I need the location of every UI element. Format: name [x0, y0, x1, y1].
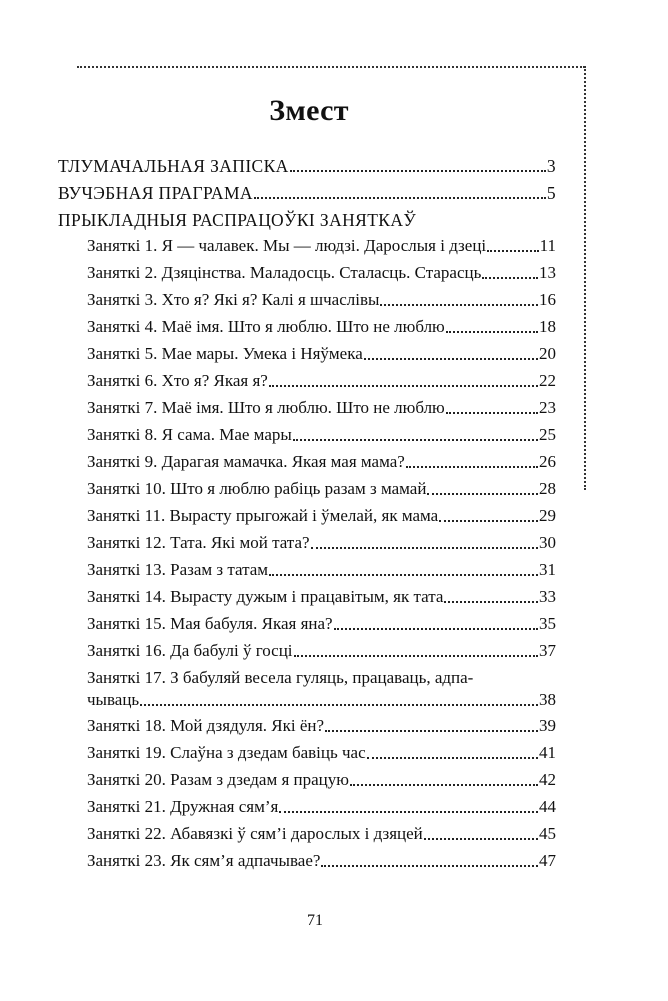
toc-entry-page: 31 [539, 560, 556, 579]
toc-entry [87, 824, 556, 844]
toc-entry-title: Заняткі 13. Разам з татам [87, 560, 269, 579]
toc-entry-page: 3 [546, 156, 556, 176]
dot-leader [325, 730, 538, 732]
toc-entry [87, 263, 556, 283]
page-number: 71 [307, 912, 323, 929]
toc-entry [87, 371, 556, 391]
toc-entry-page: 26 [539, 452, 556, 471]
toc-entry-title: Заняткі 6. Хто я? Якая я? [87, 371, 268, 390]
dot-leader [269, 385, 538, 387]
dot-leader [321, 865, 538, 867]
toc-entry-title: Заняткі 11. Вырасту прыгожай і ўмелай, як мама [87, 506, 439, 525]
toc-entry-continuation [87, 690, 556, 710]
dot-leader [279, 811, 538, 813]
toc-entry [87, 236, 556, 256]
toc-entry [87, 770, 556, 790]
toc-entry-page: 23 [539, 398, 556, 417]
toc-entry [87, 614, 556, 634]
toc-entry-page: 25 [539, 425, 556, 444]
toc-entry-title: Заняткі 20. Разам з дзедам я працую [87, 770, 349, 789]
dot-leader [482, 277, 538, 279]
toc-entry-title: ВУЧЭБНАЯ ПРАГРАМА [58, 183, 253, 203]
toc-entry-title: ТЛУМАЧАЛЬНАЯ ЗАПІСКА [58, 156, 289, 176]
toc-entry-page: 11 [539, 236, 556, 255]
dot-leader [367, 757, 538, 759]
toc-entry [87, 851, 556, 871]
dot-leader [487, 250, 538, 252]
toc-entry-page: 20 [539, 344, 556, 363]
toc-entry [87, 716, 556, 736]
toc-entry-title: ПРЫКЛАДНЫЯ РАСПРАЦОЎКІ ЗАНЯТКАЎ [58, 210, 417, 230]
toc-entry-page: 22 [539, 371, 556, 390]
toc-entry-title: Заняткі 18. Мой дзядуля. Які ён? [87, 716, 325, 735]
toc-entry-title-continued: чываць [87, 690, 140, 709]
dot-leader [446, 331, 538, 333]
toc-entry [87, 560, 556, 580]
toc-entry-page: 28 [539, 479, 556, 498]
dot-leader [364, 358, 538, 360]
toc-entry [87, 797, 556, 817]
toc-entry [87, 452, 556, 472]
toc-entry-title: Заняткі 4. Маё імя. Што я люблю. Што не люблю [87, 317, 445, 336]
toc-entry-title: Заняткі 23. Як сям’я адпачывае? [87, 851, 321, 870]
toc-entry-title: Заняткі 22. Абавязкі ў сям’і дарослых і дзяцей [87, 824, 423, 843]
dot-leader [427, 493, 538, 495]
toc-entry-page: 33 [539, 587, 556, 606]
page-title: Змест [269, 94, 349, 127]
dot-leader [290, 170, 546, 172]
toc-entry [87, 479, 556, 499]
toc-entry-page: 5 [546, 183, 556, 203]
dotted-border-right [584, 66, 586, 490]
toc-entry-page: 45 [539, 824, 556, 843]
toc-entry [87, 317, 556, 337]
toc-entry-page: 38 [539, 690, 556, 709]
toc-entry-title: Заняткі 3. Хто я? Які я? Калі я шчаслівы [87, 290, 380, 309]
dot-leader [444, 601, 538, 603]
dot-leader [311, 547, 538, 549]
toc-entry-title: Заняткі 12. Тата. Які мой тата? [87, 533, 310, 552]
toc-entry [87, 743, 556, 763]
dot-leader [350, 784, 538, 786]
toc-entry-page: 42 [539, 770, 556, 789]
dot-leader [380, 304, 538, 306]
toc-entry [87, 506, 556, 526]
toc-entry-page: 47 [539, 851, 556, 870]
toc-entry-title: Заняткі 16. Да бабулі ў госці [87, 641, 293, 660]
toc-entry [87, 290, 556, 310]
toc-entry [87, 425, 556, 445]
toc-entry-title: Заняткі 7. Маё імя. Што я люблю. Што не люблю [87, 398, 445, 417]
toc-entry [58, 156, 556, 176]
toc-entry [87, 641, 556, 661]
dot-leader [254, 197, 546, 199]
toc-entry-page: 35 [539, 614, 556, 633]
toc-entry-title: Заняткі 8. Я сама. Мае мары [87, 425, 292, 444]
dot-leader [269, 574, 538, 576]
toc-entry-title: Заняткі 5. Мае мары. Умека і Няўмека [87, 344, 363, 363]
toc-entry-title: Заняткі 15. Мая бабуля. Якая яна? [87, 614, 333, 633]
toc-entry-title: Заняткі 1. Я — чалавек. Мы — людзі. Дарослыя і дзеці [87, 236, 487, 255]
toc-entry-page: 41 [539, 743, 556, 762]
toc-entry-title: Заняткі 21. Дружная сям’я [87, 797, 279, 816]
toc-entry-title: Заняткі 10. Што я люблю рабіць разам з мамай [87, 479, 427, 498]
toc-entry-page: 37 [539, 641, 556, 660]
toc-entry [58, 183, 556, 203]
toc-entry-page: 16 [539, 290, 556, 309]
toc-entry-title: Заняткі 9. Дарагая мамачка. Якая мая мама? [87, 452, 405, 471]
dot-leader [406, 466, 538, 468]
toc-entry-title: Заняткі 2. Дзяцінства. Маладосць. Сталасць. Старасць [87, 263, 482, 282]
toc-entry-page: 13 [539, 263, 556, 282]
toc-entry-wrapped [87, 668, 556, 718]
dot-leader [294, 655, 538, 657]
toc-entry-page: 30 [539, 533, 556, 552]
toc-entry-page: 44 [539, 797, 556, 816]
toc-entry-page: 39 [539, 716, 556, 735]
toc-entry [87, 587, 556, 607]
toc-entry-title: Заняткі 14. Вырасту дужым і працавітым, як тата [87, 587, 444, 606]
toc-entry-page: 29 [539, 506, 556, 525]
dot-leader [446, 412, 538, 414]
toc-entry-title: Заняткі 19. Слаўна з дзедам бавіць час [87, 743, 366, 762]
toc-section-heading [58, 210, 556, 230]
dot-leader [293, 439, 538, 441]
toc-entry [87, 533, 556, 553]
dot-leader [334, 628, 538, 630]
dot-leader [439, 520, 538, 522]
toc-entry-page: 18 [539, 317, 556, 336]
dot-leader [424, 838, 538, 840]
dot-leader [140, 704, 538, 706]
toc-entry [87, 344, 556, 364]
toc-entry [87, 398, 556, 418]
toc-entry-title: Заняткі 17. З бабуляй весела гуляць, працаваць, адпа- [87, 668, 474, 687]
dotted-border-top [77, 66, 585, 68]
